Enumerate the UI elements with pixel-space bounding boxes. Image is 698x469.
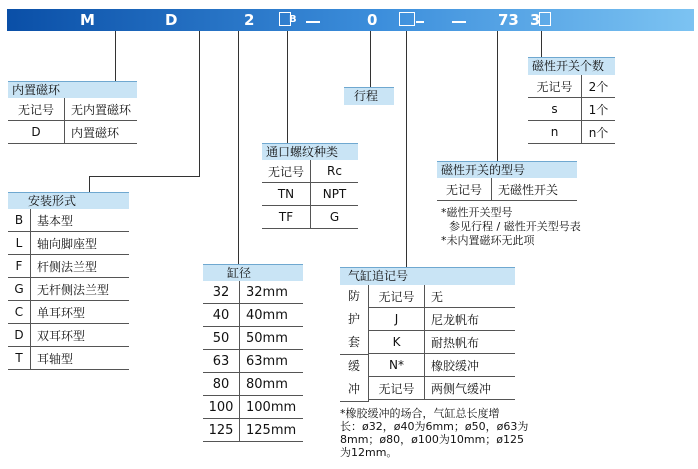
code-digit-73: 73	[498, 11, 519, 29]
table-row: T 耳轴型	[8, 347, 129, 370]
table-row: J 尼龙帆布	[369, 308, 515, 331]
table-row: B 基本型	[8, 209, 129, 232]
switch-note-1: *磁性开关型号	[441, 206, 513, 219]
table-row: N* 橡胶缓冲	[369, 354, 515, 377]
table-row: G 无杆侧法兰型	[8, 278, 129, 301]
option-protect-group: 防 护 套	[340, 285, 369, 355]
table-row: L 轴向脚座型	[8, 232, 129, 255]
code-digit-2: 2	[244, 11, 255, 29]
table-row: 63 63mm	[203, 350, 303, 373]
code-digit-0: 0	[367, 11, 378, 29]
thread-header: 通口螺纹种类	[262, 143, 358, 160]
bore-table	[203, 281, 303, 442]
table-row: 无记号 Rc	[262, 160, 358, 183]
table-row: 80 80mm	[203, 373, 303, 396]
switch-note-3: *未内置磁环无此项	[441, 234, 535, 247]
table-row: D 双耳环型	[8, 324, 129, 347]
table-row: D 内置磁环	[8, 121, 137, 144]
magnet-table	[8, 98, 137, 144]
table-row: F 杆侧法兰型	[8, 255, 129, 278]
switch-count-header: 磁性开关个数	[528, 57, 615, 75]
switch-count-table	[528, 75, 615, 144]
table-row: K 耐热帆布	[369, 331, 515, 354]
option-note: *橡胶缓冲的场合，气缸总长度增 长：ø32，ø40为6mm；ø50，ø63为 8mm；ø80，ø100为10mm；ø125 为12mm。	[340, 407, 529, 459]
table-row: 无记号 无	[369, 285, 515, 308]
table-row: 无记号 两侧气缓冲	[369, 377, 515, 400]
bore-header: 缸径	[203, 264, 303, 281]
option-table	[369, 285, 515, 400]
code-letter-m: M	[80, 11, 95, 29]
connector-mount-h	[89, 176, 200, 177]
mount-table	[8, 209, 129, 370]
thread-table	[262, 160, 358, 229]
table-row: TF G	[262, 206, 358, 229]
code-dash-3	[452, 21, 466, 23]
table-row: TN NPT	[262, 183, 358, 206]
connector-mount-drop	[89, 176, 90, 192]
table-row: 50 50mm	[203, 327, 303, 350]
connector-bore	[238, 31, 239, 264]
table-row: 100 100mm	[203, 396, 303, 419]
magnet-header: 内置磁环	[8, 81, 137, 98]
table-row: 40 40mm	[203, 304, 303, 327]
switch-type-header: 磁性开关的型号	[437, 161, 577, 178]
table-row: 32 32mm	[203, 281, 303, 304]
connector-mount-v	[199, 31, 200, 176]
connector-magnet	[115, 31, 116, 81]
table-row: 125 125mm	[203, 419, 303, 442]
option-header: 气缸追记号	[340, 267, 515, 285]
option-buffer-group: 缓 冲	[340, 355, 369, 402]
connector-option	[406, 31, 407, 267]
switch-note-2: 参见行程 / 磁性开关型号表	[449, 220, 581, 233]
code-dash-2	[416, 21, 424, 23]
code-box-option	[399, 12, 415, 26]
code-box-count	[539, 12, 551, 26]
table-row: 无记号 无内置磁环	[8, 98, 137, 121]
stroke-header: 行程	[344, 87, 394, 105]
code-letter-d: D	[165, 11, 178, 29]
connector-switch-type	[497, 31, 498, 161]
table-row: 无记号 2个	[528, 75, 615, 98]
code-digit-3: 3	[530, 11, 541, 29]
switch-type-table	[437, 178, 577, 201]
table-row: C 单耳环型	[8, 301, 129, 324]
connector-thread	[287, 31, 288, 143]
code-letter-b: B	[289, 14, 297, 25]
table-row: n n个	[528, 121, 615, 144]
table-row: 无记号 无磁性开关	[437, 178, 577, 201]
connector-switch-count	[541, 31, 542, 57]
code-dash-1	[306, 21, 320, 23]
table-row: s 1个	[528, 98, 615, 121]
connector-stroke	[370, 31, 371, 87]
mount-header: 安装形式	[8, 192, 129, 209]
model-code-bar	[7, 9, 694, 31]
